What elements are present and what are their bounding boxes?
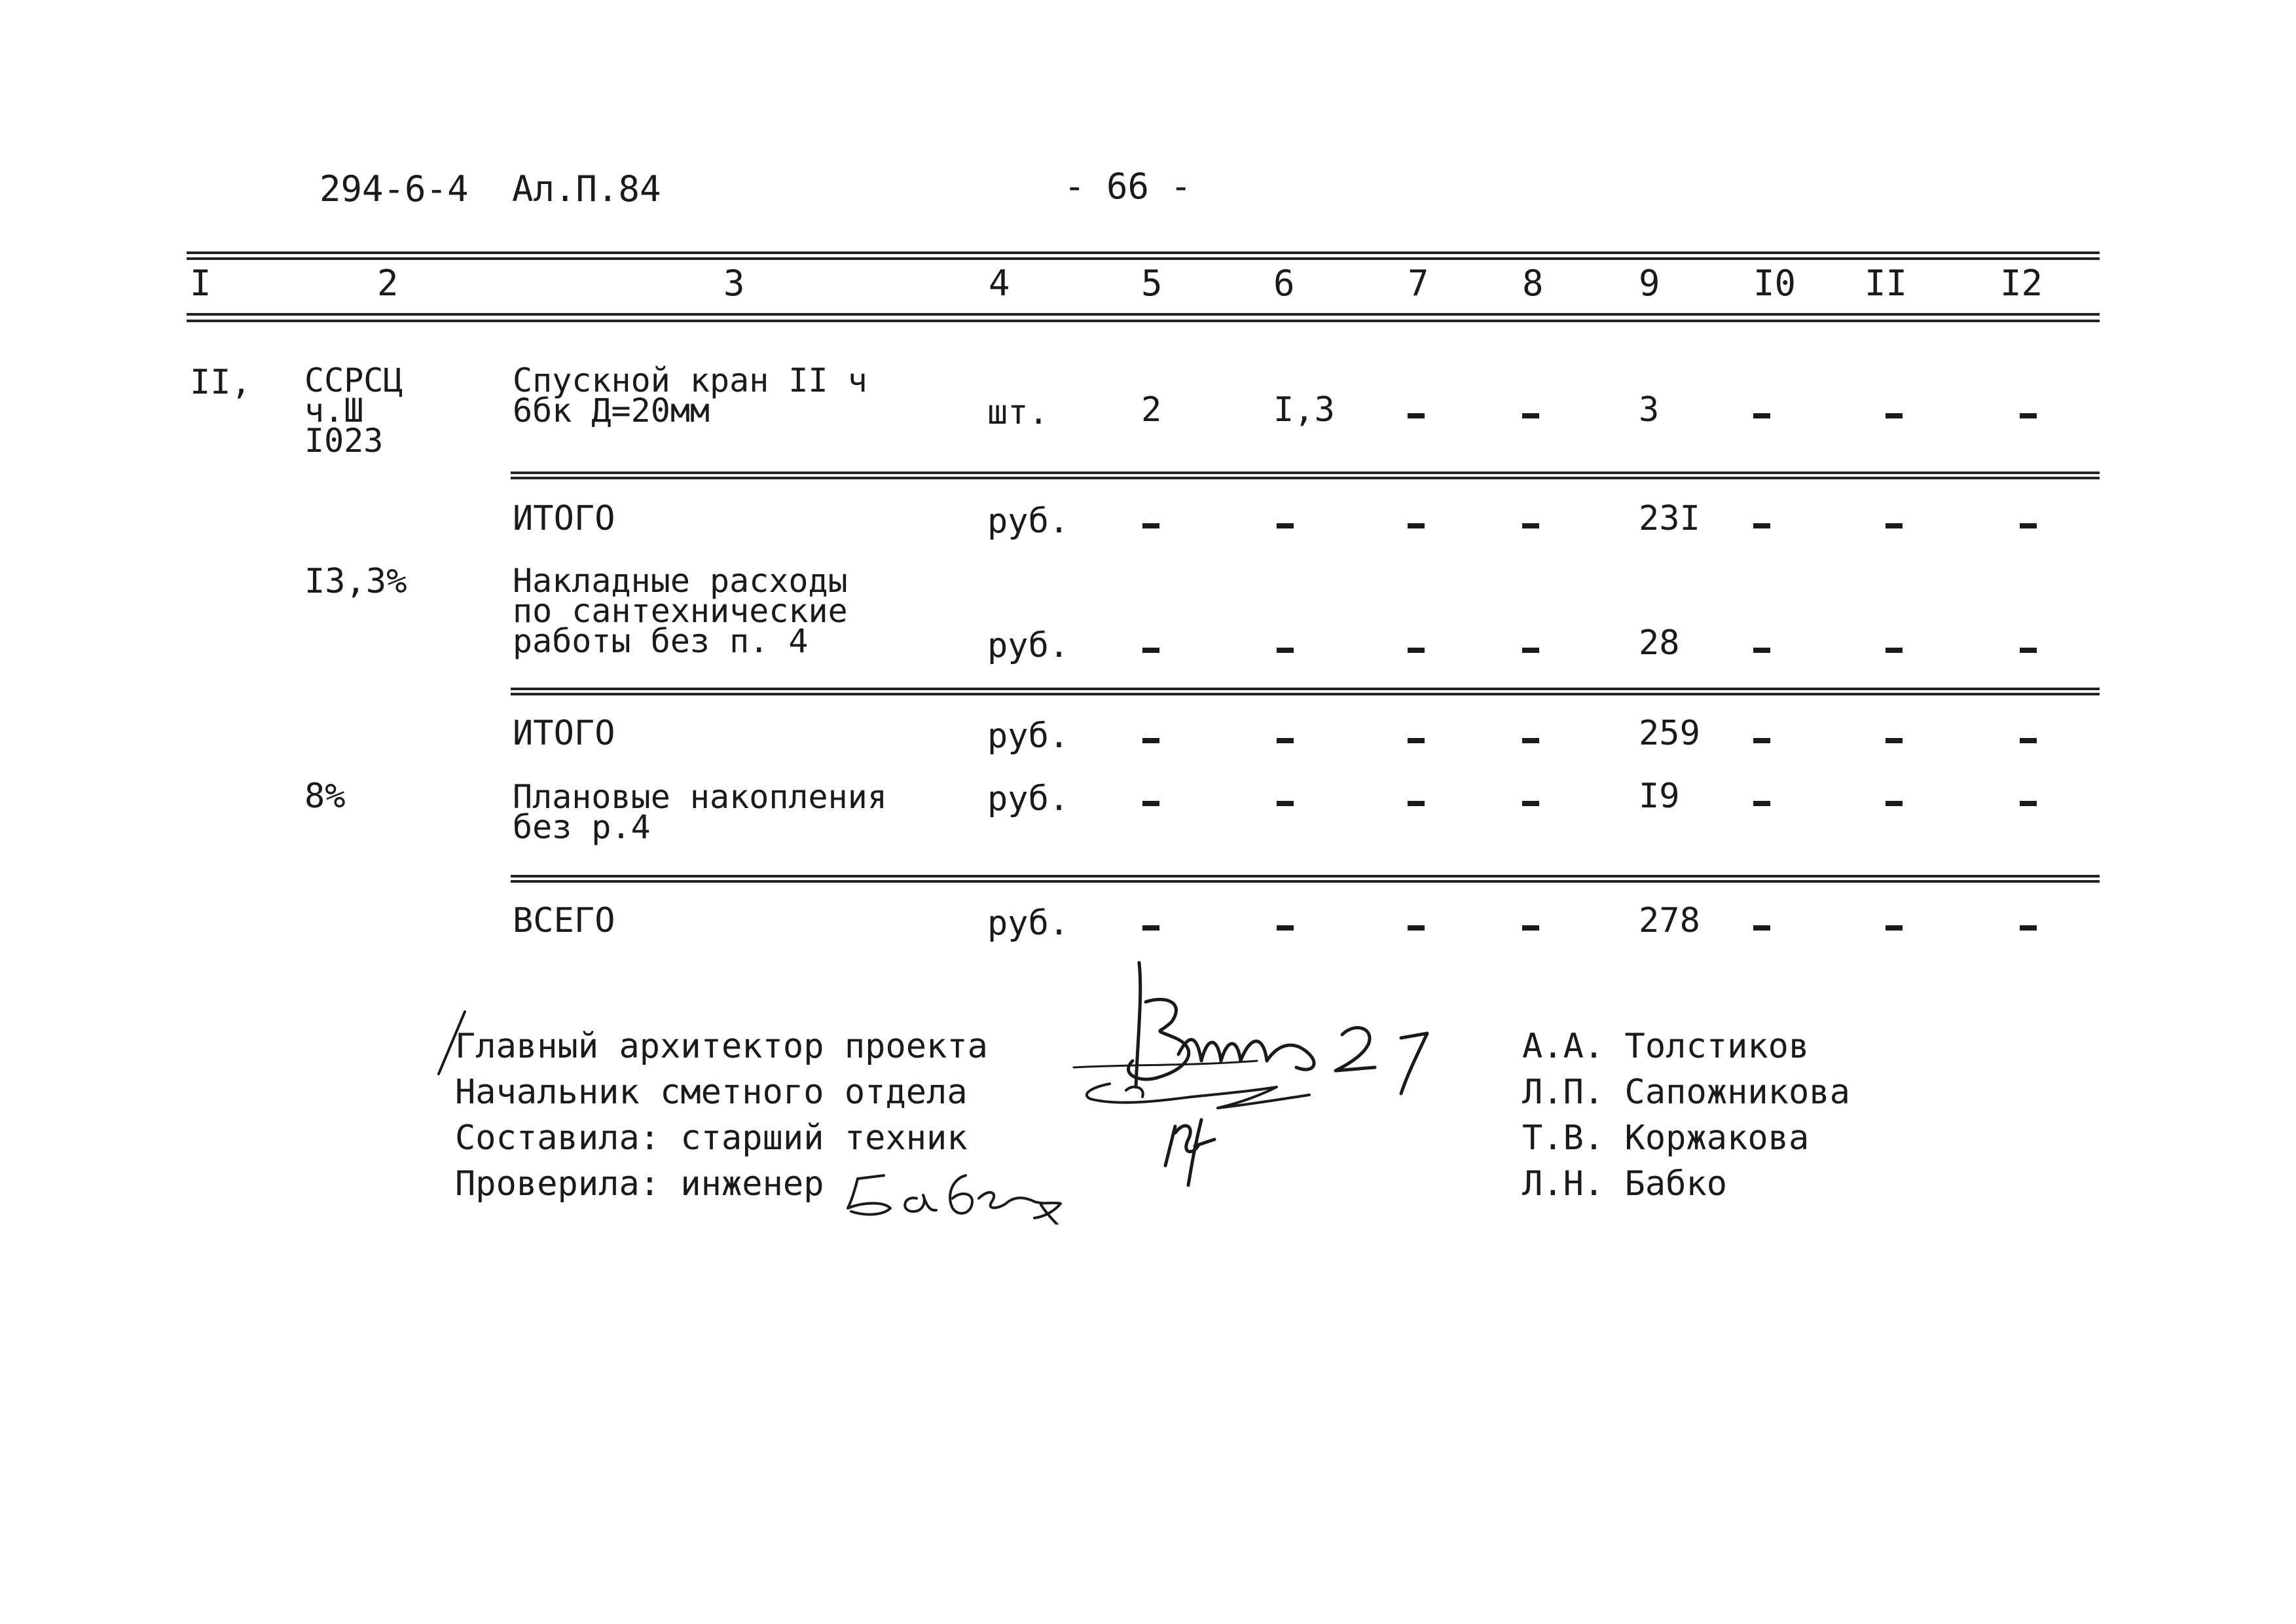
handwritten-signature-1 [1061,956,1467,1192]
signature-role-2: Начальник сметного отдела [455,1073,968,1112]
col12-dash [2020,519,2037,531]
page-number: - 66 - [1064,166,1192,207]
item-name-line2: 6бк Д=20мм [513,392,710,430]
col8-dash [1522,409,1539,421]
price-ref-line1: ССРСЦ [304,361,403,399]
col7-dash [1408,796,1425,809]
col10-dash [1753,733,1770,746]
signature-role-1: Главный архитектор проекта [455,1027,988,1066]
row-rule-1 [511,471,2100,474]
price-ref [304,361,403,460]
unit: руб. [987,626,1070,665]
planned-rate: 8% [304,777,346,816]
col8-dash [1522,796,1539,809]
col6-dash [1277,643,1294,655]
col5-value: 2 [1141,390,1162,430]
col11-dash [1886,409,1903,421]
header-bottom-rule [187,313,2100,316]
col7-dash [1408,409,1425,421]
col12-dash [2020,733,2037,746]
row-number: II, [190,363,251,402]
item-name [513,361,867,430]
col6-dash [1277,733,1294,746]
col9-value: 3 [1639,390,1660,430]
col11-dash [1886,643,1903,655]
overhead-rate: I3,3% [304,562,407,601]
doc-code: 294-6-4 [319,168,469,210]
album-code: Ал.П.84 [512,168,661,210]
col10-dash [1753,643,1770,655]
overhead-name-line1: Накладные расходы [513,562,848,600]
col7-dash [1408,519,1425,531]
signature-name-4: Л.Н. Бабко [1522,1164,1728,1204]
col8-dash [1522,733,1539,746]
col9-value: I9 [1639,777,1680,816]
signature-name-3: Т.В. Коржакова [1522,1118,1810,1158]
col5-dash [1142,519,1159,531]
signature-name-1: А.А. Толстиков [1522,1027,1810,1066]
signature-role-3: Составила: старший техник [455,1118,968,1158]
col9-value: 259 [1639,714,1700,753]
col5-dash [1142,733,1159,746]
signature-role-4: Проверила: инженер [455,1164,824,1204]
col8-dash [1522,519,1539,531]
col-header-12: I2 [2000,263,2043,304]
col-header-7: 7 [1408,263,1429,304]
col-header-5: 5 [1141,263,1163,304]
row-rule-3 [511,875,2100,877]
overhead-name-line2: по сантехнические [513,592,848,630]
col9-value: 23I [1639,499,1700,538]
row-rule-2b [511,693,2100,695]
itogo-label: ИТОГО [513,714,615,753]
col5-dash [1142,643,1159,655]
col12-dash [2020,409,2037,421]
unit: руб. [987,779,1070,819]
price-ref-line3: I023 [304,422,384,460]
col-header-10: I0 [1753,263,1796,304]
col-header-1: I [190,263,211,304]
col7-dash [1408,733,1425,746]
col5-dash [1142,796,1159,809]
table-top-rule [187,251,2100,254]
planned-name-line1: Плановые накопления [513,778,887,816]
row-rule-3b [511,880,2100,883]
col-header-9: 9 [1639,263,1660,304]
unit: руб. [987,716,1070,756]
col10-dash [1753,921,1770,933]
unit: руб. [987,502,1070,541]
col9-value: 28 [1639,623,1680,663]
planned-name [513,778,887,846]
col8-dash [1522,643,1539,655]
table-top-rule-2 [187,257,2100,260]
col12-dash [2020,796,2037,809]
col12-dash [2020,643,2037,655]
col6-dash [1277,921,1294,933]
row-rule-1b [511,477,2100,479]
row-rule-2 [511,688,2100,690]
col10-dash [1753,519,1770,531]
overhead-name-line3: работы без п. 4 [513,622,809,660]
col6-dash [1277,519,1294,531]
col11-dash [1886,519,1903,531]
col-header-11: II [1865,263,1908,304]
col11-dash [1886,796,1903,809]
total-label: ВСЕГО [513,901,615,940]
col-header-3: 3 [723,263,745,304]
price-ref-line2: ч.Ш [304,392,364,430]
col7-dash [1408,921,1425,933]
margin-slash-mark [432,1008,471,1080]
col7-dash [1408,643,1425,655]
col-header-6: 6 [1273,263,1295,304]
col11-dash [1886,733,1903,746]
col9-value: 278 [1639,901,1700,940]
itogo-label: ИТОГО [513,499,615,538]
item-name-line1: Спускной кран II ч [513,361,867,399]
col5-dash [1142,921,1159,933]
col10-dash [1753,409,1770,421]
col-header-2: 2 [377,263,399,304]
header-bottom-rule-2 [187,320,2100,322]
overhead-name [513,562,848,660]
col6-value: I,3 [1273,390,1335,430]
planned-name-line2: без р.4 [513,808,651,846]
col11-dash [1886,921,1903,933]
unit: шт. [987,393,1049,432]
unit: руб. [987,904,1070,943]
col-header-4: 4 [989,263,1010,304]
col-header-8: 8 [1522,263,1544,304]
col12-dash [2020,921,2037,933]
signature-name-2: Л.П. Сапожникова [1522,1073,1850,1112]
col8-dash [1522,921,1539,933]
handwritten-signature-babko [838,1166,1074,1225]
col10-dash [1753,796,1770,809]
col6-dash [1277,796,1294,809]
